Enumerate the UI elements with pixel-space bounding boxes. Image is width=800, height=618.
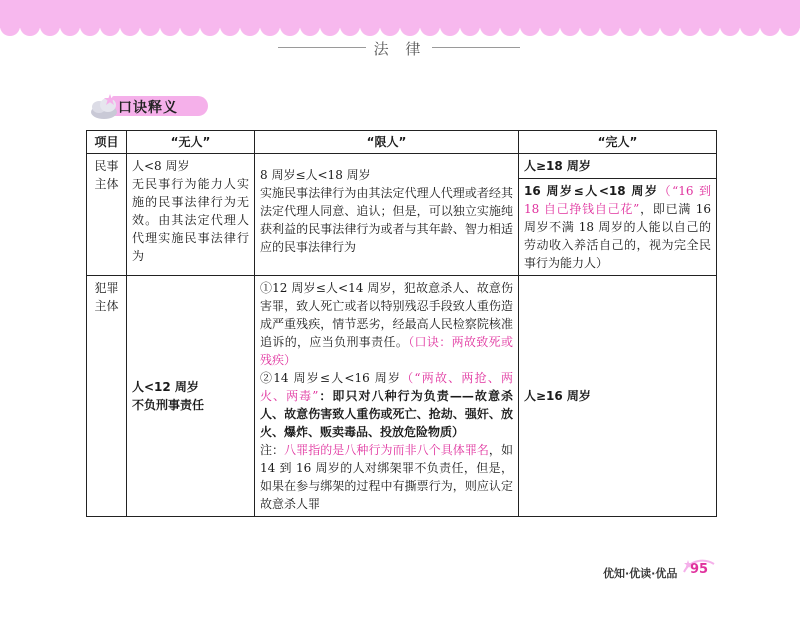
scallop-shape [300, 22, 320, 36]
column-header-none: “无人” [127, 131, 255, 154]
scallop-shape [700, 22, 720, 36]
criminal-para2-age: ②14 周岁≤人<16 周岁 [260, 371, 402, 385]
scallop-shape [160, 22, 180, 36]
scallop-shape [720, 22, 740, 36]
scallop-shape [580, 22, 600, 36]
header-rule-right [432, 47, 520, 48]
table-row-criminal [87, 276, 717, 517]
civil-full-exception [519, 178, 716, 272]
scallop-shape [560, 22, 580, 36]
civil-full-cell [519, 154, 717, 276]
criminal-note-highlight: 八罪指的是八种行为而非八个具体罪名 [284, 443, 489, 457]
civil-limited-cell: 8 周岁≤人<18 周岁 实施民事法律行为由其法定代理人代理或者经其法定代理人同意、追认；但是，可以独立实施纯获利益的民事法律行为或者与其年龄、智力相适应的民事法律行为 [255, 154, 519, 276]
civil-full-mnemonic: （“16 到 18 自己挣钱自己花” [524, 184, 711, 216]
scallop-shape [640, 22, 660, 36]
scallop-shape [360, 22, 380, 36]
scallop-shape [20, 22, 40, 36]
scallop-shape [40, 22, 60, 36]
civil-full-age: 人≥18 周岁 [524, 159, 591, 173]
scallop-shape [500, 22, 520, 36]
civil-none-cell: 人<8 周岁 无民事行为能力人实施的民事法律行为无效。由其法定代理人代理实施民事法律行为 [127, 154, 255, 276]
criminal-para1-text: ①12 周岁≤人<14 周岁，犯故意杀人、故意伤害罪，致人死亡或者以特别残忍手段致人重伤造成严重残疾，情节恶劣，经最高人民检察院核准追诉的，应当负刑事责任。 [260, 281, 513, 349]
header-rule-left [278, 47, 366, 48]
criminal-limited-cell [255, 276, 519, 517]
scallop-shape [180, 22, 200, 36]
criminal-note-text: ，如 14 到 16 周岁的人对绑架罪不负责任，但是，如果在参与绑架的过程中有撕票行为，则应认定故意杀人罪 [260, 443, 513, 511]
scallop-shape [480, 22, 500, 36]
scallop-shape [540, 22, 560, 36]
scallop-shape [220, 22, 240, 36]
comparison-table [86, 130, 717, 517]
row-label-criminal: 犯罪 主体 [87, 276, 127, 517]
scallop-shape [200, 22, 220, 36]
table-row-civil [87, 154, 717, 276]
scallop-shape [400, 22, 420, 36]
criminal-limited-para2 [260, 369, 513, 441]
section-badge [88, 92, 218, 122]
scallop-shape [460, 22, 480, 36]
criminal-note-prefix: 注： [260, 443, 285, 457]
scallop-shape [740, 22, 760, 36]
page-number: 95 [690, 562, 709, 577]
page-header-title: 法 律 [373, 40, 427, 58]
column-header-full: “完人” [519, 131, 717, 154]
scallop-shape [340, 22, 360, 36]
row-label-civil: 民事 主体 [87, 154, 127, 276]
scallop-shape [520, 22, 540, 36]
scallop-shape [0, 22, 20, 36]
criminal-full-cell: 人≥16 周岁 [519, 276, 717, 517]
criminal-limited-para1 [260, 279, 513, 369]
criminal-none-cell: 人<12 周岁 不负刑事责任 [127, 276, 255, 517]
scallop-shape [80, 22, 100, 36]
criminal-limited-note [260, 441, 513, 513]
scallop-shape [660, 22, 680, 36]
civil-full-explanation: ，即已满 16 周岁不满 18 周岁的人能以自己的劳动收入养活自己的，视为完全民事行为能力人） [524, 202, 711, 270]
criminal-para1-mnemonic: （口诀：两故致死或残疾） [260, 335, 513, 367]
section-title: 口诀释义 [118, 100, 178, 116]
scallop-shape [260, 22, 280, 36]
civil-full-exception-age: 16 周岁≤人<18 周岁 [524, 184, 659, 198]
scallop-shape [620, 22, 640, 36]
scallop-shape [780, 22, 800, 36]
scallop-shape [680, 22, 700, 36]
scallop-shape [100, 22, 120, 36]
column-header-item: 项目 [87, 131, 127, 154]
criminal-para2-crimes: ：即只对八种行为负责——故意杀人、故意伤害致人重伤或死亡、抢劫、强奸、放火、爆炸、贩卖毒品、投放危险物质） [260, 389, 513, 439]
scallop-shape [280, 22, 300, 36]
scallop-shape [140, 22, 160, 36]
footer-slogan: 优知·优读·优品 [603, 567, 678, 580]
criminal-para2-mnemonic: （“两故、两抢、两火、两毒” [260, 371, 514, 403]
scallop-shape [600, 22, 620, 36]
column-header-limited: “限人” [255, 131, 519, 154]
scallop-shape [60, 22, 80, 36]
scallop-shape [440, 22, 460, 36]
scallop-shape [380, 22, 400, 36]
table-header-row [87, 131, 717, 154]
scallop-shape [760, 22, 780, 36]
scallop-shape [420, 22, 440, 36]
cloud-star-icon [88, 92, 122, 122]
scallop-shape [320, 22, 340, 36]
scallop-shape [120, 22, 140, 36]
scallop-shape [240, 22, 260, 36]
